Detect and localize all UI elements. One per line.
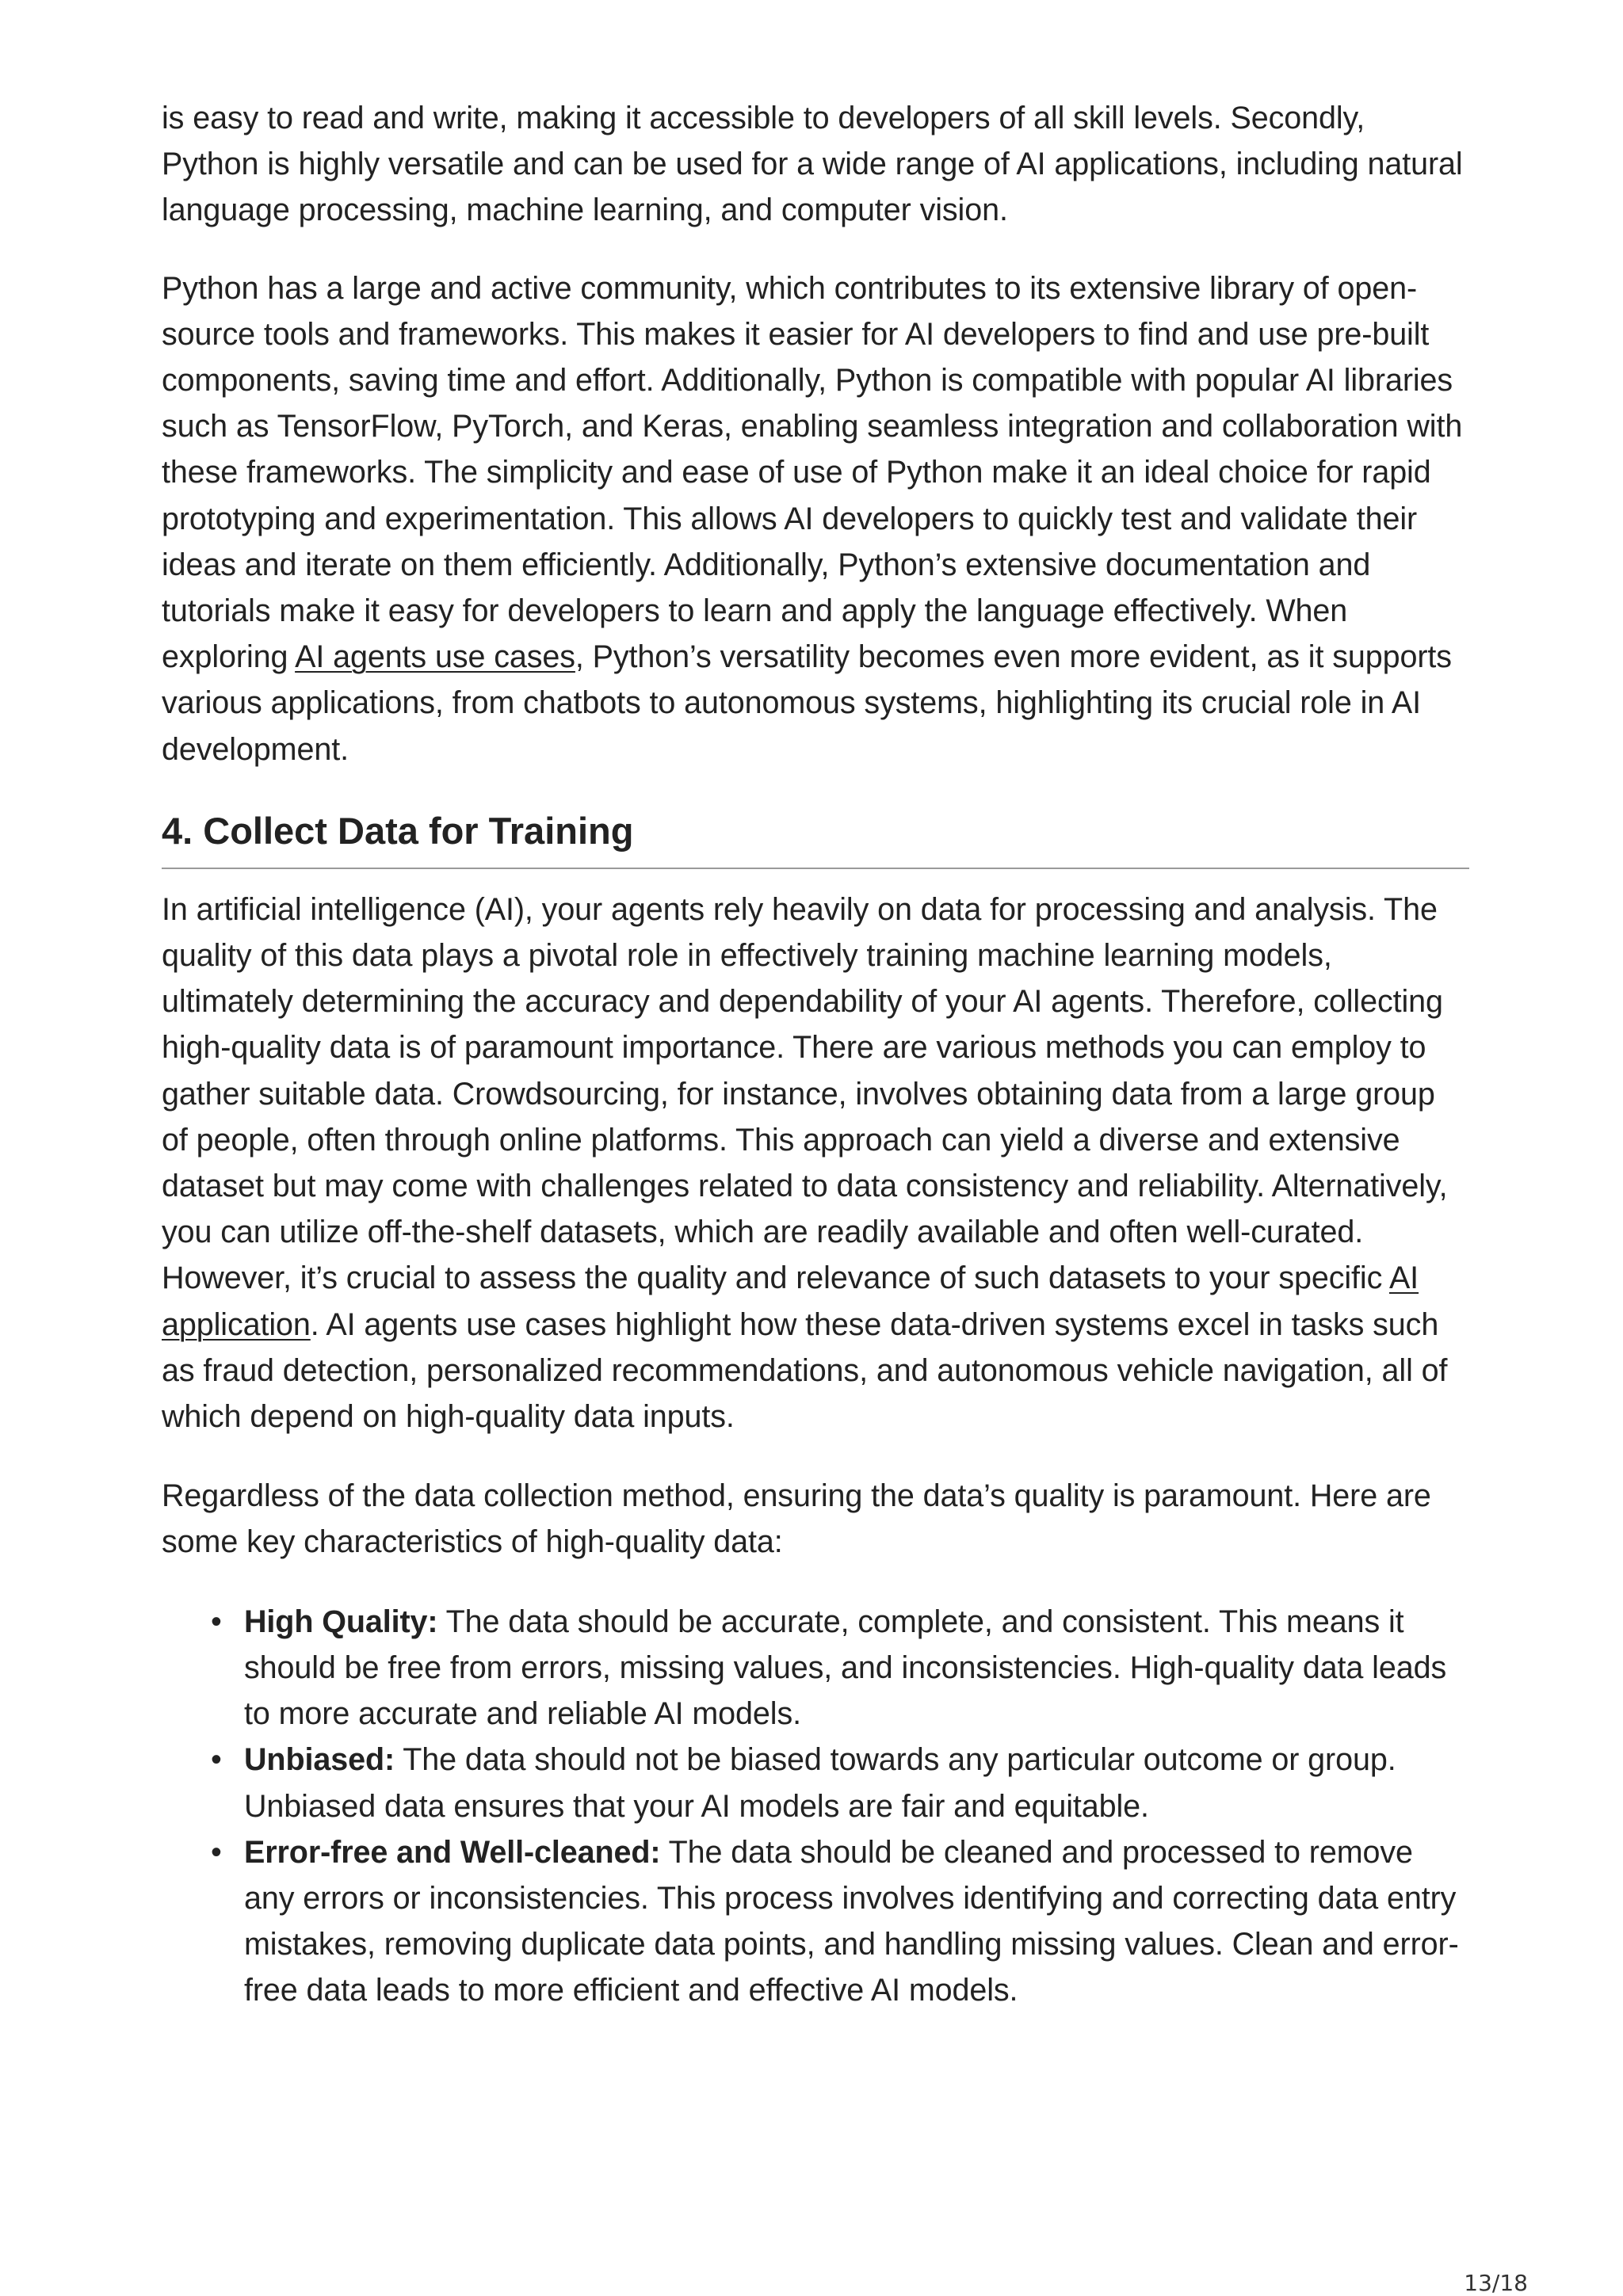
list-item	[211, 1829, 1469, 2014]
section-heading-wrapper	[162, 806, 1469, 869]
list-item-term: High Quality:	[244, 1604, 438, 1639]
paragraph-python-intro: is easy to read and write, making it accessible to developers of all skill levels. Secondly, Python is highly versatile and can be used for a wide range of AI applications, including natural language processing, machine learning, and computer vision.	[162, 101, 1463, 228]
list-item	[211, 1737, 1469, 1829]
paragraph-python-community	[162, 265, 1469, 772]
bullet-icon: •	[211, 1742, 222, 1778]
bullet-icon: •	[211, 1834, 222, 1870]
list-item-text: The data should be accurate, complete, and consistent. This means it should be free from errors, missing values, and inconsistencies. High-quality data leads to more accurate and reliable AI models.	[244, 1604, 1447, 1732]
document-page	[162, 95, 1469, 2014]
list-item-term: Unbiased:	[244, 1742, 395, 1778]
list-item-text: The data should not be biased towards any particular outcome or group. Unbiased data ensures that your AI models are fair and equitable.	[244, 1742, 1396, 1824]
page-number: 13/18	[1464, 2270, 1528, 2296]
paragraph-text: Python has a large and active community, which contributes to its extensive library of open-source tools and frameworks. This makes it easier for AI developers to find and use pre-built components, saving time and effort. Additionally, Python is compatible with popular AI libraries such as TensorFlow, PyTorch, and Keras, enabling seamless integration and collaboration with these frameworks. The simplicity and ease of use of Python make it an ideal choice for rapid prototyping and experimentation. This allows AI developers to quickly test and validate their ideas and iterate on them efficiently. Additionally, Python’s extensive documentation and tutorials make it easy for developers to learn and apply the language effectively. When exploring	[162, 270, 1463, 675]
ai-agents-use-cases-link[interactable]: AI agents use cases	[295, 639, 575, 675]
paragraph-text: , Python’s versatility becomes even more evident, as it supports various applications, from chatbots to autonomous systems, highlighting its crucial role in AI development.	[162, 639, 1452, 767]
paragraph-data-collection	[162, 887, 1469, 1440]
bullet-icon: •	[211, 1604, 222, 1639]
section-heading: 4. Collect Data for Training	[162, 806, 1469, 869]
list-item-text: The data should be cleaned and processed to remove any errors or inconsistencies. This process involves identifying and correcting data entry mistakes, removing duplicate data points, and handling missing values. Clean and error-free data leads to more efficient and effective AI models.	[244, 1834, 1459, 2008]
list-item-term: Error-free and Well-cleaned:	[244, 1834, 661, 1870]
paragraph-text: . AI agents use cases highlight how these data-driven systems excel in tasks such as fraud detection, personalized recommendations, and autonomous vehicle navigation, all of which depend on high-quality data inputs.	[162, 1306, 1448, 1435]
list-item	[211, 1599, 1469, 1737]
paragraph-data-quality: Regardless of the data collection method, ensuring the data’s quality is paramount. Here are some key characteristics of high-quality data:	[162, 1478, 1431, 1560]
ai-application-link[interactable]: AI application	[162, 1261, 1419, 1342]
paragraph-text: In artificial intelligence (AI), your agents rely heavily on data for processing and analysis. The quality of this data plays a pivotal role in effectively training machine learning models, ultimately determining the accuracy and dependability of your AI agents. Therefore, collecting high-quality data is of paramount importance. There are various methods you can employ to gather suitable data. Crowdsourcing, for instance, involves obtaining data from a large group of people, often through online platforms. This approach can yield a diverse and extensive dataset but may come with challenges related to data consistency and reliability. Alternatively, you can utilize off-the-shelf datasets, which are readily available and often well-curated. However, it’s crucial to assess the quality and relevance of such datasets to your specific	[162, 891, 1448, 1296]
characteristics-list	[162, 1599, 1469, 2014]
